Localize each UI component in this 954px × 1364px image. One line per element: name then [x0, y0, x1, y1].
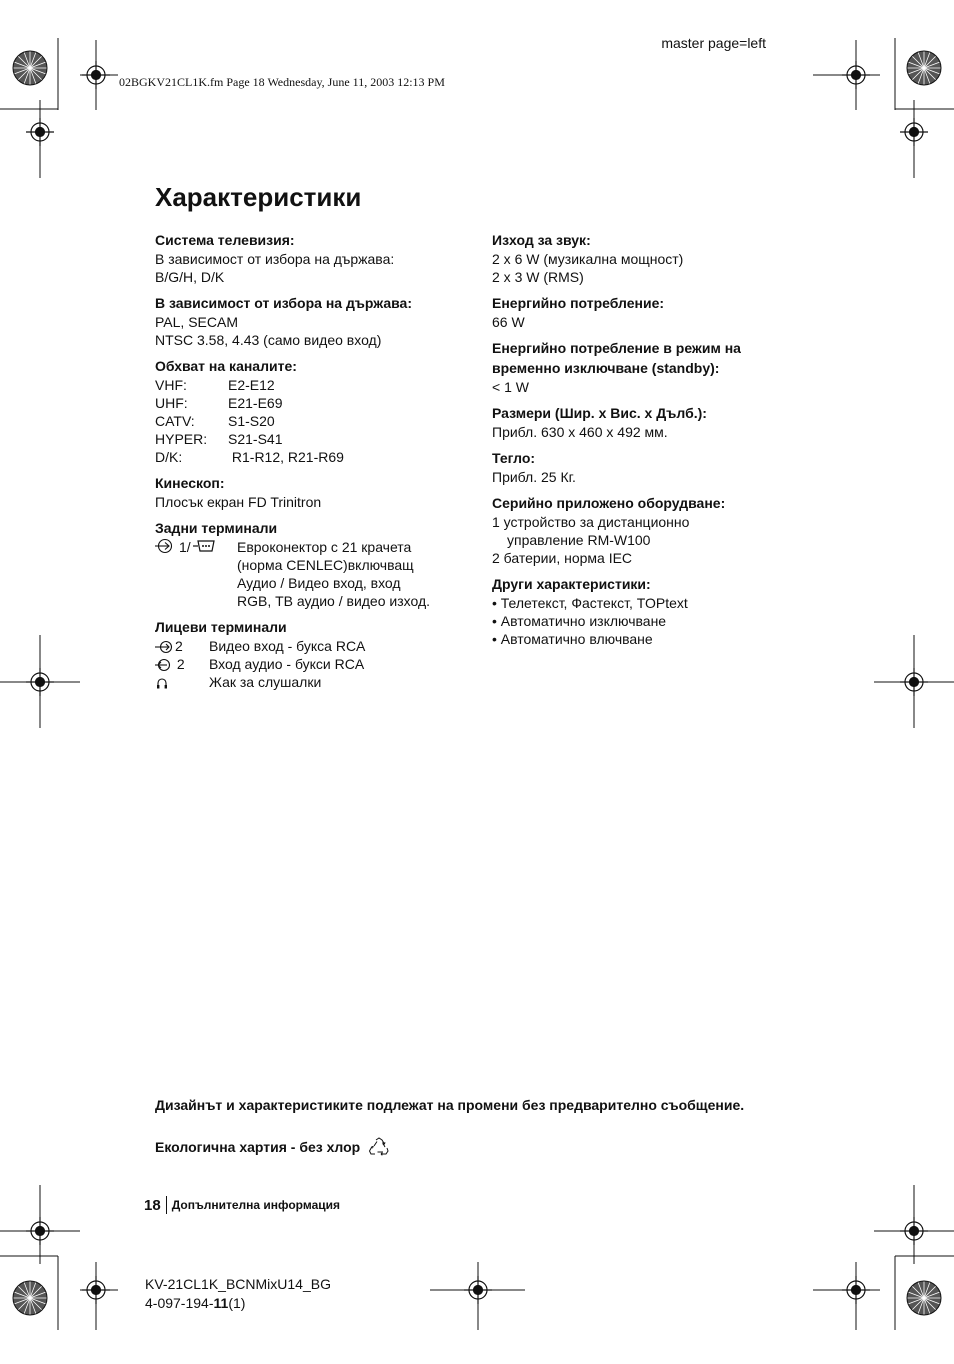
standby-heading-line: временно изключване (standby):	[492, 360, 720, 376]
scart-connector-icon	[193, 538, 217, 554]
channel-range: S1-S20	[228, 413, 275, 429]
page-number: 18	[144, 1196, 161, 1214]
color-system-line: NTSC 3.58, 4.43 (само видео вход)	[155, 332, 382, 348]
audio-output-line: 2 x 6 W (музикална мощност)	[492, 251, 684, 267]
channel-band: D/K:	[155, 449, 183, 465]
part-number-prefix: 4-097-194-	[145, 1295, 214, 1311]
feature-item: • Автоматично влючване	[492, 631, 653, 647]
picture-tube-heading: Кинескоп:	[155, 475, 225, 491]
video-input-icon	[155, 640, 175, 654]
page-footer-section	[144, 1196, 340, 1214]
front-terminal-symbol	[155, 673, 209, 691]
tv-system-heading: Система телевизия:	[155, 232, 295, 248]
dimensions-heading: Размери (Шир. x Вис. x Дълб.):	[492, 405, 707, 421]
channel-band: HYPER:	[155, 431, 208, 447]
eco-paper-text: Екологична хартия - без хлор	[155, 1139, 361, 1155]
rear-terminal-entry	[155, 538, 465, 610]
channel-range: E21-E69	[228, 395, 283, 411]
scart-input-icon	[155, 538, 177, 554]
rear-terminal-line: Евроконектор с 21 крачета	[237, 539, 412, 555]
channel-row	[155, 430, 465, 448]
channel-range: S21-S41	[228, 431, 283, 447]
tv-system-line: B/G/H, D/K	[155, 269, 225, 285]
channel-band: UHF:	[155, 395, 188, 411]
accessory-line: 1 устройство за дистанционно	[492, 514, 690, 530]
front-terminal-description: Видео вход - букса RCA	[209, 638, 366, 654]
model-code: KV-21CL1K_BCNMixU14_BG	[145, 1276, 331, 1292]
front-terminal-row	[155, 655, 465, 673]
weight-value: Прибл. 25 Кг.	[492, 469, 576, 485]
picture-tube-text: Плосък екран FD Trinitron	[155, 494, 322, 510]
rear-terminal-number: 1/	[179, 539, 191, 555]
dimensions-value: Прибл. 630 x 460 x 492 мм.	[492, 424, 668, 440]
accessory-line: управление RM-W100	[507, 532, 651, 548]
audio-input-icon	[155, 658, 173, 672]
page-title: Характеристики	[155, 182, 362, 212]
part-number-suffix: (1)	[228, 1295, 246, 1311]
power-consumption-heading: Енергийно потребление:	[492, 295, 665, 311]
channel-range: R1-R12, R21-R69	[228, 449, 344, 465]
channel-row	[155, 376, 465, 394]
eco-paper-note	[155, 1137, 390, 1157]
audio-output-line: 2 x 3 W (RMS)	[492, 269, 584, 285]
channel-coverage-heading: Обхват на каналите:	[155, 358, 297, 374]
standby-power-value: < 1 W	[492, 379, 529, 395]
standby-heading-line: Енергийно потребление в режим на	[492, 340, 741, 356]
part-number	[145, 1294, 331, 1313]
front-terminal-description: Вход аудио - букси RCA	[209, 656, 365, 672]
front-terminals-heading: Лицеви терминали	[155, 619, 287, 635]
rear-terminal-description	[237, 538, 465, 610]
rear-terminal-line: RGB, ТВ аудио / видео изход.	[237, 593, 431, 609]
feature-item: • Телетекст, Фастекст, TOPtext	[492, 595, 688, 611]
channel-range: E2-E12	[228, 377, 275, 393]
recycle-icon	[368, 1137, 390, 1157]
document-code-block	[145, 1275, 331, 1313]
front-terminal-row	[155, 673, 465, 691]
specs-left-column	[155, 230, 465, 691]
file-info-line: 02BGKV21CL1K.fm Page 18 Wednesday, June 11, 2003 12:13 PM	[119, 75, 445, 89]
tv-system-line: В зависимост от избора на държава:	[155, 251, 395, 267]
channel-band: VHF:	[155, 377, 187, 393]
standby-power-heading	[492, 338, 792, 378]
front-terminal-number: 2	[173, 656, 185, 672]
channel-band: CATV:	[155, 413, 195, 429]
color-system-heading: В зависимост от избора на държава:	[155, 295, 412, 311]
headphones-icon	[155, 676, 169, 690]
front-terminal-symbol	[155, 637, 209, 655]
channel-row	[155, 394, 465, 412]
other-features-heading: Други характеристики:	[492, 576, 651, 592]
change-notice: Дизайнът и характеристиките подлежат на промени без предварително съобщение.	[155, 1097, 745, 1113]
front-terminal-description: Жак за слушалки	[209, 674, 322, 690]
accessory-line: 2 батерии, норма IEC	[492, 550, 633, 566]
rear-terminal-line: (норма CENLEC)включващ	[237, 557, 414, 573]
feature-item: • Автоматично изключване	[492, 613, 667, 629]
rear-terminal-symbol	[155, 538, 237, 610]
specs-right-column	[492, 230, 792, 648]
rear-terminals-heading: Задни терминали	[155, 520, 278, 536]
page-number-divider	[166, 1196, 167, 1214]
weight-heading: Тегло:	[492, 450, 536, 466]
front-terminal-row	[155, 637, 465, 655]
section-name: Допълнителна информация	[171, 1198, 341, 1212]
master-page-label: master page=left	[661, 35, 766, 51]
channel-row	[155, 448, 465, 466]
front-terminal-number: 2	[175, 638, 183, 654]
part-number-revision: 11	[213, 1295, 229, 1311]
front-terminal-symbol	[155, 655, 209, 673]
color-system-line: PAL, SECAM	[155, 314, 238, 330]
rear-terminal-line: Аудио / Видео вход, вход	[237, 575, 401, 591]
power-consumption-value: 66 W	[492, 314, 525, 330]
accessories-heading: Серийно приложено оборудване:	[492, 495, 726, 511]
channel-row	[155, 412, 465, 430]
audio-output-heading: Изход за звук:	[492, 232, 591, 248]
